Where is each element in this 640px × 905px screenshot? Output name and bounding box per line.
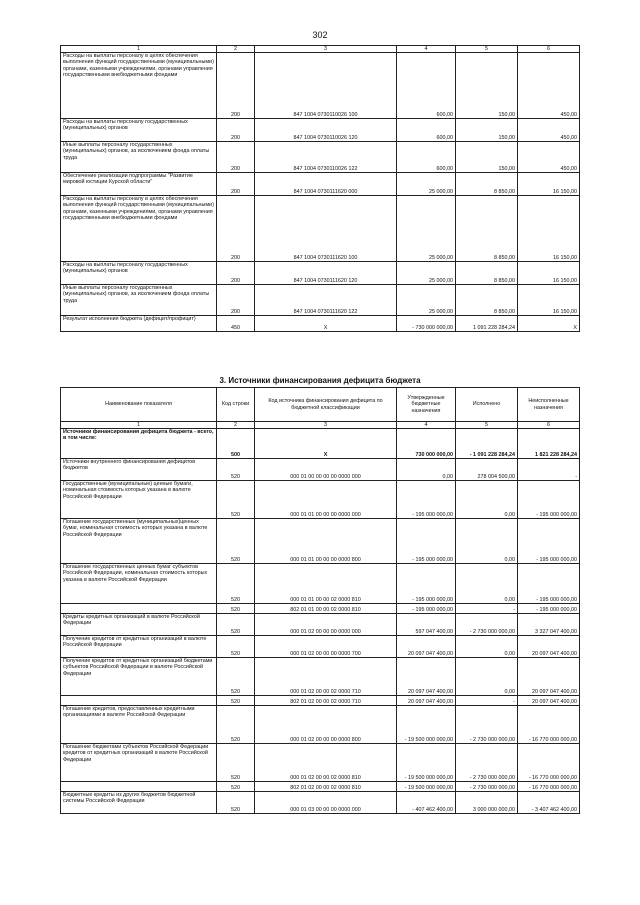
approved-amount-cell: 20 097 047 400,00 bbox=[397, 696, 456, 706]
executed-amount-cell: 0,00 bbox=[456, 564, 518, 604]
row-name-cell: Кредиты кредитных организаций в валюте Российской Федерации bbox=[61, 614, 217, 636]
header-cell: 6 bbox=[518, 46, 580, 53]
row-name-cell: Погашение государственных ценных бумаг субъектов Российской Федерации, номинальная стоимость которых указана в валюте Российской Федерации bbox=[61, 564, 217, 604]
row-code-cell: 520 bbox=[217, 459, 255, 481]
unexecuted-amount-cell: 450,00 bbox=[518, 119, 580, 142]
header-cell: 1 bbox=[61, 46, 217, 53]
financing-sources-table bbox=[60, 387, 580, 814]
table-row bbox=[61, 142, 580, 173]
row-code-cell: 520 bbox=[217, 696, 255, 706]
row-name-cell: Государственные (муниципальные) ценные бумаги, номинальная стоимость которых указана в валюте Российской Федерации bbox=[61, 481, 217, 519]
expenses-table bbox=[60, 45, 580, 332]
header-cell: 1 bbox=[61, 422, 217, 429]
unexecuted-amount-cell: - 195 000 000,00 bbox=[518, 481, 580, 519]
header-cell: Исполнено bbox=[456, 388, 518, 422]
unexecuted-amount-cell: 3 327 047 400,00 bbox=[518, 614, 580, 636]
header-cell: 4 bbox=[397, 422, 456, 429]
approved-amount-cell: - 407 462 400,00 bbox=[397, 792, 456, 814]
unexecuted-amount-cell: 20 097 047 400,00 bbox=[518, 696, 580, 706]
header-cell: 2 bbox=[217, 46, 255, 53]
row-code-cell: 500 bbox=[217, 429, 255, 459]
row-code-cell: 520 bbox=[217, 706, 255, 744]
row-name-cell: Погашение кредитов, предоставленных кредитными организациями в валюте Российской Федерации bbox=[61, 706, 217, 744]
executed-amount-cell: - bbox=[456, 604, 518, 614]
unexecuted-amount-cell: X bbox=[518, 316, 580, 332]
executed-amount-cell: - bbox=[456, 696, 518, 706]
classification-code-cell: 000 01 02 00 00 00 0000 800 bbox=[255, 706, 397, 744]
row-code-cell: 200 bbox=[217, 196, 255, 262]
executed-amount-cell: 0,00 bbox=[456, 658, 518, 696]
row-code-cell: 520 bbox=[217, 614, 255, 636]
row-code-cell: 200 bbox=[217, 119, 255, 142]
classification-code-cell: 847 1004 0730111620 120 bbox=[255, 262, 397, 285]
row-name-cell: Бюджетные кредиты из других бюджетов бюджетной системы Российской Федерации bbox=[61, 792, 217, 814]
column-number-row bbox=[61, 422, 580, 429]
row-code-cell: 520 bbox=[217, 744, 255, 782]
row-name-cell: Обеспечение реализации подпрограммы "Развитие мировой юстиции Курской области" bbox=[61, 173, 217, 196]
row-name-cell: Источники внутреннего финансирования дефицитов бюджетов bbox=[61, 459, 217, 481]
classification-code-cell: X bbox=[255, 316, 397, 332]
executed-amount-cell: - 1 091 228 284,24 bbox=[456, 429, 518, 459]
header-cell: 4 bbox=[397, 46, 456, 53]
approved-amount-cell: 600,00 bbox=[397, 53, 456, 119]
approved-amount-cell: 25 000,00 bbox=[397, 262, 456, 285]
classification-code-cell: 000 01 01 00 00 02 0000 810 bbox=[255, 564, 397, 604]
table-header-row bbox=[61, 388, 580, 422]
executed-amount-cell: - 2 730 000 000,00 bbox=[456, 614, 518, 636]
approved-amount-cell: 20 097 047 400,00 bbox=[397, 636, 456, 658]
table-row bbox=[61, 744, 580, 782]
header-cell: 3 bbox=[255, 46, 397, 53]
table-row bbox=[61, 481, 580, 519]
classification-code-cell: 847 1004 0730111620 000 bbox=[255, 173, 397, 196]
classification-code-cell: 000 01 00 00 00 00 0000 000 bbox=[255, 459, 397, 481]
header-cell: Неисполненные назначения bbox=[518, 388, 580, 422]
row-name-cell: Расходы на выплаты персоналу государственных (муниципальных) органов bbox=[61, 119, 217, 142]
unexecuted-amount-cell: - 195 000 000,00 bbox=[518, 564, 580, 604]
executed-amount-cell: 8 850,00 bbox=[456, 262, 518, 285]
row-name-cell: Получение кредитов от кредитных организаций бюджетами субъектов Российской Федерации в валюте Российской Федерации bbox=[61, 658, 217, 696]
unexecuted-amount-cell: - 3 407 462 400,00 bbox=[518, 792, 580, 814]
executed-amount-cell: 8 850,00 bbox=[456, 173, 518, 196]
executed-amount-cell: - 2 730 000 000,00 bbox=[456, 744, 518, 782]
row-name-cell: Источники финансирования дефицита бюджета - всего, в том числе: bbox=[61, 429, 217, 459]
table-row bbox=[61, 564, 580, 604]
row-code-cell: 520 bbox=[217, 782, 255, 792]
executed-amount-cell: 150,00 bbox=[456, 119, 518, 142]
table-row bbox=[61, 459, 580, 481]
row-code-cell: 520 bbox=[217, 604, 255, 614]
header-cell: Наименование показателя bbox=[61, 388, 217, 422]
approved-amount-cell: - 195 000 000,00 bbox=[397, 564, 456, 604]
executed-amount-cell: 278 004 500,00 bbox=[456, 459, 518, 481]
row-name-cell: Погашение государственных (муниципальных)ценных бумаг, номинальная стоимость которых указана в валюте Российской Федерации bbox=[61, 519, 217, 564]
classification-code-cell: 847 1004 0730110026 120 bbox=[255, 119, 397, 142]
unexecuted-amount-cell: - 16 770 000 000,00 bbox=[518, 782, 580, 792]
executed-amount-cell: 1 091 228 284,24 bbox=[456, 316, 518, 332]
row-code-cell: 200 bbox=[217, 262, 255, 285]
classification-code-cell: 847 1004 0730111620 100 bbox=[255, 196, 397, 262]
approved-amount-cell: 0,00 bbox=[397, 459, 456, 481]
executed-amount-cell: - 2 730 000 000,00 bbox=[456, 782, 518, 792]
header-cell: Код строки bbox=[217, 388, 255, 422]
row-name-cell: Расходы на выплаты персоналу в целях обеспечения выполнения функций государственными (муниципальными) органами, казенными учреждениями, органами управления государственными внебюджетными фондами bbox=[61, 196, 217, 262]
unexecuted-amount-cell: - 195 000 000,00 bbox=[518, 519, 580, 564]
table-row bbox=[61, 173, 580, 196]
executed-amount-cell: - 2 730 000 000,00 bbox=[456, 706, 518, 744]
row-code-cell: 200 bbox=[217, 53, 255, 119]
table-row bbox=[61, 429, 580, 459]
unexecuted-amount-cell: - 195 000 000,00 bbox=[518, 604, 580, 614]
approved-amount-cell: - 730 000 000,00 bbox=[397, 316, 456, 332]
header-cell: Код источника финансирования дефицита по бюджетной классификации bbox=[255, 388, 397, 422]
row-name-cell: Иные выплаты персоналу государственных (муниципальных) органов, за исключением фонда оплаты труда bbox=[61, 285, 217, 316]
row-name-cell: Погашение бюджетами субъектов Российской Федерации кредитов от кредитных организаций в валюте Российской Федерации bbox=[61, 744, 217, 782]
row-code-cell: 520 bbox=[217, 658, 255, 696]
unexecuted-amount-cell: 16 150,00 bbox=[518, 262, 580, 285]
table-row bbox=[61, 792, 580, 814]
row-code-cell: 200 bbox=[217, 142, 255, 173]
classification-code-cell: 802 01 02 00 00 02 0000 710 bbox=[255, 696, 397, 706]
classification-code-cell: 802 01 01 00 00 02 0000 810 bbox=[255, 604, 397, 614]
unexecuted-amount-cell: 16 150,00 bbox=[518, 285, 580, 316]
unexecuted-amount-cell: 450,00 bbox=[518, 53, 580, 119]
classification-code-cell: 847 1004 0730110026 122 bbox=[255, 142, 397, 173]
header-cell: Утвержденные бюджетные назначения bbox=[397, 388, 456, 422]
classification-code-cell: 000 01 02 00 00 02 0000 710 bbox=[255, 658, 397, 696]
row-code-cell: 200 bbox=[217, 173, 255, 196]
row-code-cell: 520 bbox=[217, 792, 255, 814]
approved-amount-cell: - 19 500 000 000,00 bbox=[397, 706, 456, 744]
table-row bbox=[61, 262, 580, 285]
classification-code-cell: 000 01 02 00 00 02 0000 810 bbox=[255, 744, 397, 782]
table-row bbox=[61, 519, 580, 564]
table-row bbox=[61, 53, 580, 119]
approved-amount-cell: 25 000,00 bbox=[397, 285, 456, 316]
executed-amount-cell: 0,00 bbox=[456, 636, 518, 658]
unexecuted-amount-cell: 450,00 bbox=[518, 142, 580, 173]
approved-amount-cell: - 19 500 000 000,00 bbox=[397, 744, 456, 782]
header-cell: 6 bbox=[518, 422, 580, 429]
header-cell: 3 bbox=[255, 422, 397, 429]
unexecuted-amount-cell: - 16 770 000 000,00 bbox=[518, 744, 580, 782]
executed-amount-cell: 0,00 bbox=[456, 481, 518, 519]
table-row bbox=[61, 658, 580, 696]
row-name-cell bbox=[61, 696, 217, 706]
classification-code-cell: 000 01 01 00 00 00 0000 000 bbox=[255, 481, 397, 519]
row-name-cell: Иные выплаты персоналу государственных (муниципальных) органов, за исключением фонда оплаты труда bbox=[61, 142, 217, 173]
row-name-cell: Получение кредитов от кредитных организаций в валюте Российской Федерации bbox=[61, 636, 217, 658]
unexecuted-amount-cell: 1 821 228 284,24 bbox=[518, 429, 580, 459]
table-row bbox=[61, 119, 580, 142]
executed-amount-cell: 0,00 bbox=[456, 519, 518, 564]
approved-amount-cell: 597 047 400,00 bbox=[397, 614, 456, 636]
row-name-cell bbox=[61, 782, 217, 792]
table-row bbox=[61, 696, 580, 706]
classification-code-cell: 000 01 02 00 00 00 0000 700 bbox=[255, 636, 397, 658]
approved-amount-cell: - 195 000 000,00 bbox=[397, 519, 456, 564]
executed-amount-cell: 8 850,00 bbox=[456, 285, 518, 316]
approved-amount-cell: 600,00 bbox=[397, 142, 456, 173]
table-row bbox=[61, 636, 580, 658]
unexecuted-amount-cell: 16 150,00 bbox=[518, 196, 580, 262]
table-row bbox=[61, 706, 580, 744]
executed-amount-cell: 8 850,00 bbox=[456, 196, 518, 262]
executed-amount-cell: 3 000 000 000,00 bbox=[456, 792, 518, 814]
header-cell: 5 bbox=[456, 46, 518, 53]
header-cell: 5 bbox=[456, 422, 518, 429]
approved-amount-cell: - 195 000 000,00 bbox=[397, 481, 456, 519]
approved-amount-cell: 20 097 047 400,00 bbox=[397, 658, 456, 696]
approved-amount-cell: 730 000 000,00 bbox=[397, 429, 456, 459]
classification-code-cell: 000 01 02 00 00 00 0000 000 bbox=[255, 614, 397, 636]
classification-code-cell: 000 01 01 00 00 00 0000 800 bbox=[255, 519, 397, 564]
unexecuted-amount-cell: - 16 770 000 000,00 bbox=[518, 706, 580, 744]
unexecuted-amount-cell: 20 097 047 400,00 bbox=[518, 636, 580, 658]
table-row bbox=[61, 614, 580, 636]
classification-code-cell: 802 01 02 00 00 02 0000 810 bbox=[255, 782, 397, 792]
approved-amount-cell: - 19 500 000 000,00 bbox=[397, 782, 456, 792]
row-code-cell: 450 bbox=[217, 316, 255, 332]
classification-code-cell: 000 01 03 00 00 00 0000 000 bbox=[255, 792, 397, 814]
classification-code-cell: 847 1004 0730111620 122 bbox=[255, 285, 397, 316]
row-name-cell bbox=[61, 604, 217, 614]
page-number: 302 bbox=[312, 30, 328, 40]
table-row bbox=[61, 285, 580, 316]
row-name-cell: Расходы на выплаты персоналу государственных (муниципальных) органов bbox=[61, 262, 217, 285]
unexecuted-amount-cell: 20 097 047 400,00 bbox=[518, 658, 580, 696]
approved-amount-cell: 600,00 bbox=[397, 119, 456, 142]
approved-amount-cell: 25 000,00 bbox=[397, 196, 456, 262]
section-title: 3. Источники финансирования дефицита бюджета bbox=[219, 376, 421, 385]
unexecuted-amount-cell: - bbox=[518, 459, 580, 481]
row-code-cell: 520 bbox=[217, 636, 255, 658]
executed-amount-cell: 150,00 bbox=[456, 53, 518, 119]
table-row bbox=[61, 604, 580, 614]
row-name-cell: Расходы на выплаты персоналу в целях обеспечения выполнения функций государственными (муниципальными) органами, казенными учреждениями, органами управления государственными внебюджетными фондами bbox=[61, 53, 217, 119]
table-row bbox=[61, 782, 580, 792]
classification-code-cell: X bbox=[255, 429, 397, 459]
header-cell: 2 bbox=[217, 422, 255, 429]
classification-code-cell: 847 1004 0730110026 100 bbox=[255, 53, 397, 119]
row-code-cell: 520 bbox=[217, 564, 255, 604]
table-row bbox=[61, 316, 580, 332]
executed-amount-cell: 150,00 bbox=[456, 142, 518, 173]
row-code-cell: 200 bbox=[217, 285, 255, 316]
unexecuted-amount-cell: 16 150,00 bbox=[518, 173, 580, 196]
table-header-row bbox=[61, 46, 580, 53]
table-row bbox=[61, 196, 580, 262]
row-code-cell: 520 bbox=[217, 481, 255, 519]
row-code-cell: 520 bbox=[217, 519, 255, 564]
row-name-cell: Результат исполнения бюджета (дефицит/профицит) bbox=[61, 316, 217, 332]
approved-amount-cell: 25 000,00 bbox=[397, 173, 456, 196]
approved-amount-cell: - 195 000 000,00 bbox=[397, 604, 456, 614]
